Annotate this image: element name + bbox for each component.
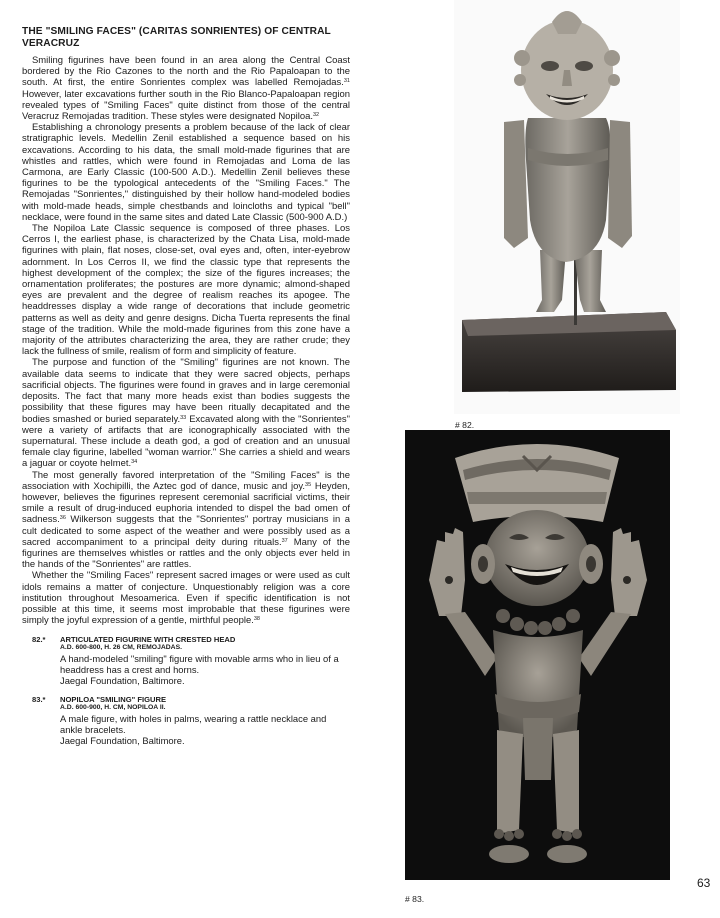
- paragraph-2: Establishing a chronology presents a problem because of the lack of clear stratigraphic levels. Medellin Zenil established a sequence based on his excavations. According to his data, the small mold-made figurines that are whistles and rattles, which were found in Remojadas and Loma de las Carmona, are Early Classic (100-500 A.D.). Medellin Zenil believes these figurines to be the typological antecedents of the "Smiling Faces." The Remojadas "Sonrientes," distinguished by their hollow hand-modeled bodies with mold-made heads, simple chestbands and loincloths and typical "bell" necklace, were found in the same sites and dated Late Classic (500-900 A.D.): [22, 122, 350, 223]
- catalog-lender: Jaegal Foundation, Baltimore.: [60, 735, 185, 747]
- catalog-title: NOPILOA "SMILING" FIGURE: [60, 695, 167, 705]
- figurine-83-photo: [405, 430, 670, 880]
- catalog-entry-82: [22, 635, 350, 686]
- footnote-ref: 31: [343, 78, 350, 85]
- footnote-ref: 32: [312, 112, 320, 119]
- catalog-lender: Jaegal Foundation, Baltimore.: [60, 675, 185, 687]
- footnote-ref: 37: [281, 537, 288, 544]
- footnote-ref: 34: [131, 459, 138, 466]
- catalog-number: 82.*: [32, 635, 46, 645]
- article-column: [22, 26, 350, 747]
- paragraph-6: Whether the "Smiling Faces" represent sacred images or were used as cult idols remains a matter of conjecture. Unquestionably religion was a core institution throughout Mesoamerica. Even if specific identification is not possible at this time, it seems most improbable that these figurines were simply the joyful expression of a gentle, mirthful people.$^{38}$: [22, 570, 350, 627]
- paragraph-3: The Nopiloa Late Classic sequence is composed of three phases. Los Cerros I, the earliest phase, is characterized by the Chata Lisa, mold-made figurines with plain, flat noses, close-set, oval eyes and, often, inter-eyebrow adornment. In Los Cerros II, we find the classic type that represents the highest development of the complex; the size of the figures increases; the ornamentation proliferates; the postures are more dynamic; almond-shaped eyes are prevalent and the degree of realism reaches its apogee. The headdresses display a wide range of decorations that include geometric patterns as well as deity and genre designs. Dicha Tuerta represents the final stage of the tradition. While the mold-made figurines from this zone have a majority of the attributes characterizing the area, they are rather crude; they lack the fullness of smile, realism of form and simplicity of feature.: [22, 223, 350, 358]
- figure-82-caption: # 82.: [455, 420, 475, 430]
- catalog-title: ARTICULATED FIGURINE WITH CRESTED HEAD: [60, 635, 236, 645]
- catalog-entry-83: [22, 695, 350, 746]
- page-number: 63: [697, 876, 711, 890]
- footnote-ref: 35: [305, 481, 312, 488]
- footnote-ref: 33: [180, 414, 187, 421]
- figurine-82-photo: [454, 0, 680, 414]
- paragraph-1: Smiling figurines have been found in an area along the Central Coast bordered by the Rio Cazones to the north and the Rio Papaloapan to the south. At first, the entire Sonrientes complex was labelled Remojadas.$^{31}$ However, later excavations further south in the Rio Blanco-Papaloapan region revealed types of "Smiling Faces" quite distinct from those of the central Veracruz Remojadas tradition. These styles were designated Nopiloa.$^{32}$: [22, 55, 350, 123]
- footnote-ref: 36: [59, 515, 66, 522]
- paragraph-5: The most generally favored interpretation of the "Smiling Faces" is the association with Xochipilli, the Aztec god of dance, music and joy.$^{35}$ Heyden, however, believes the figurines represent ceremonial sacrificial victims, their smile a result of drug-induced euphoria intended to dispel the bad omen of sadness.$^{36}$ Wilkerson suggests that the "Sonrientes" portray musicians in a cult dedicated to some aspect of the weather and were possibly used as a sacred accompaniment to a principal deity during rituals.$^{37}$ Many of the figurines are themselves whistles or rattles and the only objects ever held in the hands of the "Sonrientes" are rattles.: [22, 469, 350, 571]
- catalog-number: 83.*: [32, 695, 46, 705]
- footnote-ref: 38: [253, 616, 260, 623]
- paragraph-4: The purpose and function of the "Smiling" figurines are not known. The available data seems to indicate that they were sacred objects, perhaps sacrificial objects. The figurines were found in graves and in large ceremonial deposits. The fact that many more heads exist than bodies suggests the possibility that these figures may have been ritually decapitated and the bodies smashed or buried separately.$^{33}$ Excavated along with the "Sonrientes" were a variety of artifacts that are iconographically associated with the supernatural. These include a death god, a god of creation and an unusual female clay figurine, labelled "woman warrior." She carries a shield and wears a jaguar or coyote helmet.$^{34}$: [22, 357, 350, 470]
- catalog-meta: A.D. 600-800, H. 26 CM, REMOJADAS.: [60, 644, 183, 652]
- catalog-description: A male figure, with holes in palms, wearing a rattle necklace and ankle bracelets.: [60, 712, 327, 736]
- catalog-description: A hand-modeled "smiling" figure with movable arms who in lieu of a headdress has a crest and horns.: [60, 652, 339, 676]
- article-heading: THE "SMILING FACES" (CARITAS SONRIENTES) OF CENTRAL VERACRUZ: [22, 26, 331, 49]
- figurine-82-image: [454, 0, 680, 414]
- figure-83-caption: # 83.: [405, 894, 425, 904]
- figurine-83-image: [405, 430, 670, 880]
- catalog-meta: A.D. 600-900, H. CM, NOPILOA II.: [60, 704, 166, 712]
